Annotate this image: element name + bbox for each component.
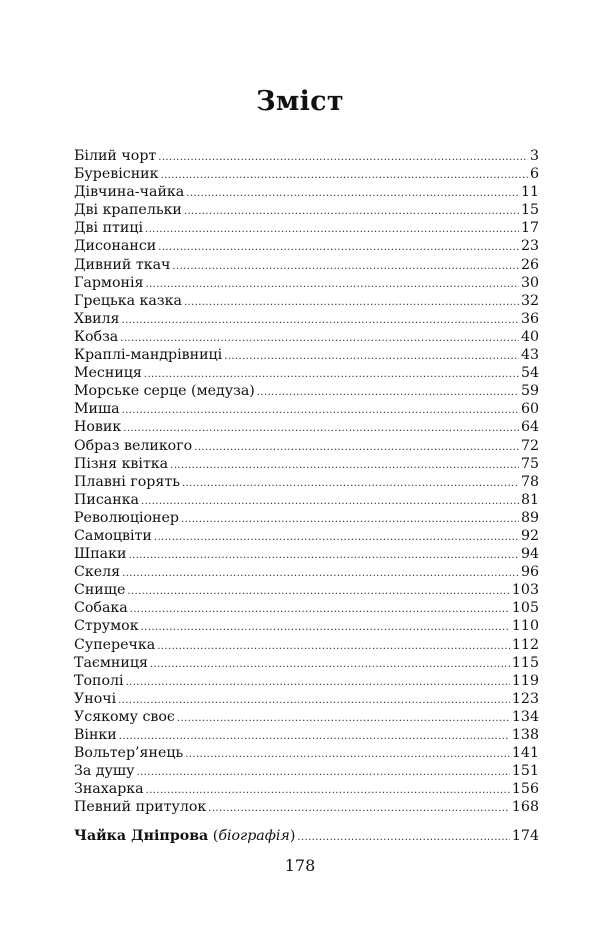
- biography-author: Чайка Дніпрова: [74, 828, 209, 845]
- toc-entry: [74, 527, 539, 545]
- dot-leader: [130, 601, 510, 619]
- toc-entry: [74, 201, 539, 219]
- toc-entry-title: Шпаки: [74, 546, 127, 563]
- toc-entry-title: Пізня квітка: [74, 455, 169, 472]
- dot-leader: [145, 276, 518, 294]
- toc-entry: [74, 473, 539, 491]
- toc-entry-page: 92: [520, 527, 539, 544]
- toc-entry-page: 3: [529, 148, 539, 164]
- dot-leader: [297, 829, 510, 847]
- toc-entry-title: Снище: [74, 582, 126, 599]
- toc-entry-title: Дивний ткач: [74, 256, 171, 273]
- toc-entry: [74, 491, 539, 509]
- toc-entry: [74, 780, 539, 798]
- toc-entry: [74, 599, 539, 617]
- toc-entry-page: 168: [511, 799, 539, 816]
- biography-close-paren: ): [289, 828, 296, 845]
- toc-entry-page: 141: [511, 745, 539, 762]
- toc-entry: [74, 219, 539, 237]
- toc-entry-title: Писанка: [74, 491, 140, 508]
- toc-entry: [74, 509, 539, 527]
- toc-entry-page: 174: [511, 828, 539, 845]
- toc-entry-page: 43: [520, 347, 539, 364]
- toc-entry-page: 75: [520, 455, 539, 472]
- toc-entry-title: Усякому своє: [74, 708, 175, 725]
- toc-entry-page: 54: [520, 365, 539, 382]
- toc-entry: [74, 654, 539, 672]
- toc-entry-title: Вінки: [74, 727, 117, 743]
- toc-entry-page: 138: [511, 727, 539, 743]
- toc-entry-page: 156: [511, 781, 539, 798]
- toc-entry-title: Тополі: [74, 672, 124, 689]
- toc-entry-page: 15: [520, 202, 539, 219]
- toc-entry: [74, 364, 539, 382]
- dot-leader: [184, 294, 519, 312]
- toc-entry-page: 30: [520, 274, 539, 291]
- toc-entry-title: Собака: [74, 600, 128, 617]
- toc-entry: [74, 183, 539, 201]
- toc-entry-title: Плавні горять: [74, 473, 180, 490]
- dot-leader: [161, 167, 528, 185]
- toc-entry-title: Дві птиці: [74, 220, 143, 237]
- dot-leader: [172, 258, 519, 276]
- biography-label: біографія: [218, 828, 290, 845]
- toc-entry: [74, 563, 539, 581]
- toc-entry-page: 26: [520, 256, 539, 273]
- toc-entry-page: 105: [511, 600, 539, 617]
- toc-entry: [74, 581, 539, 599]
- toc-entry: [74, 672, 539, 690]
- toc-entry: [74, 256, 539, 274]
- dot-leader: [182, 475, 519, 493]
- toc-entry-page: 60: [520, 401, 539, 418]
- dot-leader: [122, 312, 519, 330]
- toc-entry-title: Миша: [74, 401, 120, 418]
- toc-entry: [74, 762, 539, 780]
- toc-entry: [74, 292, 539, 310]
- toc-entry-title: Новик: [74, 419, 122, 436]
- toc-entry-title: Революціонер: [74, 509, 179, 526]
- dot-leader: [126, 674, 510, 692]
- toc-entry: [74, 165, 539, 183]
- dot-leader: [208, 800, 510, 818]
- toc-entry-page: 89: [520, 509, 539, 526]
- dot-leader: [257, 384, 519, 402]
- toc-entry-title: Уночі: [74, 690, 117, 707]
- toc-entry: [74, 310, 539, 328]
- toc-entry-title: За душу: [74, 763, 135, 780]
- dot-leader: [128, 547, 519, 565]
- toc-entry-title: Месниця: [74, 365, 142, 382]
- dot-leader: [145, 221, 519, 239]
- toc-entry-page: 81: [520, 491, 539, 508]
- dot-leader: [185, 746, 510, 764]
- toc-entry-title: Грецька казка: [74, 292, 182, 309]
- toc-entry: [74, 708, 539, 726]
- toc-entry-title: Суперечка: [74, 636, 156, 653]
- toc-entry-title: [74, 827, 297, 845]
- toc-entry-page: 96: [520, 564, 539, 581]
- toc-entry-title: Гармонія: [74, 274, 144, 291]
- toc-entry-title: Образ великого: [74, 437, 193, 454]
- toc-entry-title: Самоцвіти: [74, 527, 152, 544]
- toc-entry-page: 78: [520, 473, 539, 490]
- toc-entry-title: Знахарка: [74, 781, 144, 798]
- toc-entry: [74, 798, 539, 816]
- dot-leader: [122, 565, 519, 583]
- toc-entry-title: Морське серце (медуза): [74, 383, 255, 400]
- toc-entry-page: 110: [511, 618, 539, 635]
- dot-leader: [177, 710, 510, 728]
- toc-entry-page: 115: [511, 654, 539, 671]
- toc-entry: [74, 346, 539, 364]
- dot-leader: [141, 493, 519, 511]
- toc-entry: [74, 437, 539, 455]
- page-title: Зміст: [256, 86, 344, 117]
- dot-leader: [170, 457, 519, 475]
- dot-leader: [194, 439, 519, 457]
- toc-entry-title: Певний притулок: [74, 799, 207, 816]
- dot-leader: [158, 239, 519, 257]
- dot-leader: [136, 764, 509, 782]
- toc-entry-page: 32: [520, 292, 539, 309]
- toc-entry-page: 64: [520, 419, 539, 436]
- toc-entry: [74, 617, 539, 635]
- toc-entry-page: 17: [520, 220, 539, 237]
- toc-entry-title: Дисонанси: [74, 238, 157, 255]
- toc-entry: [74, 726, 539, 744]
- toc-entry-page: 123: [511, 690, 539, 707]
- toc-entry-page: 36: [520, 310, 539, 327]
- page-number: 178: [284, 856, 316, 875]
- biography-open-paren: (: [208, 828, 219, 845]
- toc-entry: [74, 147, 539, 165]
- toc-entry-title: Дві крапельки: [74, 202, 182, 219]
- toc-entry: [74, 400, 539, 418]
- dot-leader: [186, 185, 519, 203]
- toc-entry-page: 23: [520, 238, 539, 255]
- toc-entry-title: Таємниця: [74, 654, 148, 671]
- toc-entry-page: 11: [520, 184, 539, 201]
- dot-leader: [157, 638, 510, 656]
- toc-entry-title: Скеля: [74, 564, 121, 581]
- toc-entry: [74, 690, 539, 708]
- dot-leader: [122, 402, 519, 420]
- toc-entry-title: Струмок: [74, 618, 139, 635]
- toc-entry: [74, 636, 539, 654]
- toc-entry-page: 103: [511, 582, 539, 599]
- dot-leader: [224, 348, 519, 366]
- toc-entry-page: 151: [511, 763, 539, 780]
- toc-entry-page: 112: [511, 636, 539, 653]
- toc-entry: [74, 545, 539, 563]
- toc-entry-page: 119: [511, 672, 539, 689]
- toc-entry-page: 59: [520, 383, 539, 400]
- table-of-contents: [74, 147, 539, 846]
- dot-leader: [181, 511, 519, 529]
- toc-entry: [74, 328, 539, 346]
- toc-entry: [74, 237, 539, 255]
- toc-entry: [74, 418, 539, 436]
- toc-entry-page: 6: [529, 166, 539, 183]
- toc-entry-title: Хвиля: [74, 310, 120, 327]
- toc-entry: [74, 382, 539, 400]
- toc-entry-title: Буревісник: [74, 166, 159, 183]
- toc-entry: [74, 274, 539, 292]
- dot-leader: [158, 149, 528, 167]
- toc-entry-page: 94: [520, 546, 539, 563]
- toc-entry-page: 40: [520, 328, 539, 345]
- dot-leader: [184, 203, 519, 221]
- dot-leader: [118, 692, 510, 710]
- toc-entry-page: 134: [511, 708, 539, 725]
- toc-entry: [74, 455, 539, 473]
- toc-entry: [74, 744, 539, 762]
- toc-entry-title: Вольтер’янець: [74, 745, 184, 762]
- toc-entry-title: Кобза: [74, 328, 119, 345]
- dot-leader: [150, 656, 510, 674]
- toc-entry-title: Краплі-мандрівниці: [74, 347, 223, 364]
- dot-leader: [154, 529, 519, 547]
- toc-entry-biography: [74, 827, 539, 845]
- toc-entry-page: 72: [520, 437, 539, 454]
- toc-entry-title: Дівчина-чайка: [74, 184, 185, 201]
- dot-leader: [141, 619, 510, 637]
- toc-entry-title: Білий чорт: [74, 148, 157, 164]
- dot-leader: [127, 583, 510, 601]
